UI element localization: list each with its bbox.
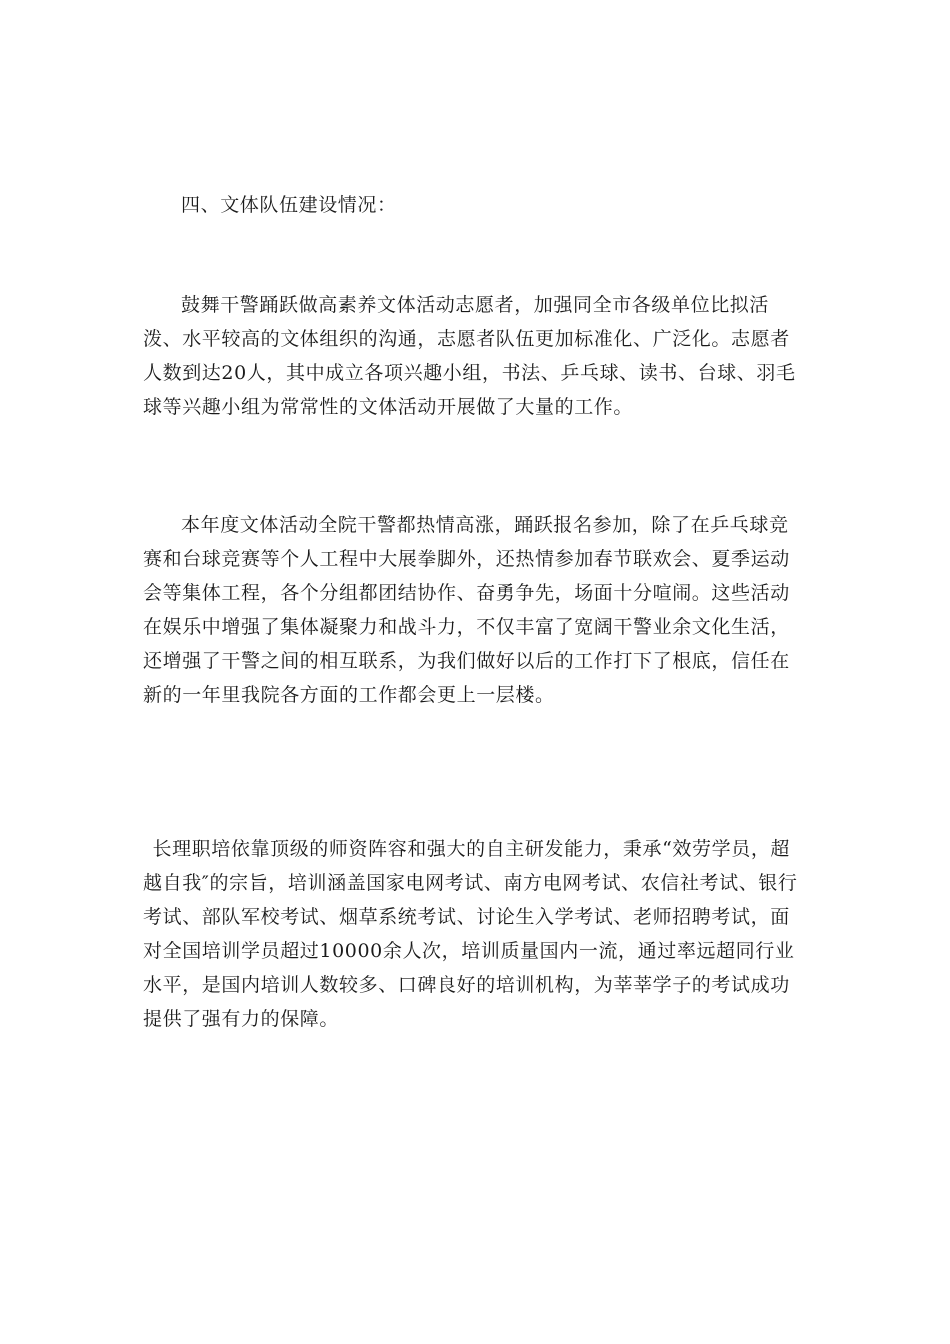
paragraph-volunteers: 鼓舞干警踊跃做高素养文体活动志愿者，加强同全市各级单位比拟活泼、水平较高的文体组织的沟通，志愿者队伍更加标准化、广泛化。志愿者人数到达20人，其中成立各项兴趣小组，书法、乒乓球、读书、台球、羽毛球等兴趣小组为常常性的文体活动开展做了大量的工作。 [143, 294, 796, 418]
paragraph-annual-activities: 本年度文体活动全院干警都热情高涨，踊跃报名参加，除了在乒乓球竞赛和台球竞赛等个人工程中大展拳脚外，还热情参加春节联欢会、夏季运动会等集体工程，各个分组都团结协作、奋勇争先，场面十分喧闹。这些活动在娱乐中增强了集体凝聚力和战斗力，不仅丰富了宽阔干警业余文化生活，还增强了干警之间的相互联系，为我们做好以后的工作打下了根底，信任在新的一年里我院各方面的工作都会更上一层楼。 [143, 514, 790, 706]
section-heading: 四、文体队伍建设情况： [181, 194, 397, 216]
paragraph-training-ad: 长理职培依靠顶级的师资阵容和强大的自主研发能力，秉承“效劳学员，超越自我″的宗旨，培训涵盖国家电网考试、南方电网考试、农信社考试、银行考试、部队军校考试、烟草系统考试、讨论生入学考试、老师招聘考试，面对全国培训学员超过10000余人次，培训质量国内一流，通过率远超同行业水平，是国内培训人数较多、口碑良好的培训机构，为莘莘学子的考试成功提供了强有力的保障。 [143, 838, 798, 1030]
